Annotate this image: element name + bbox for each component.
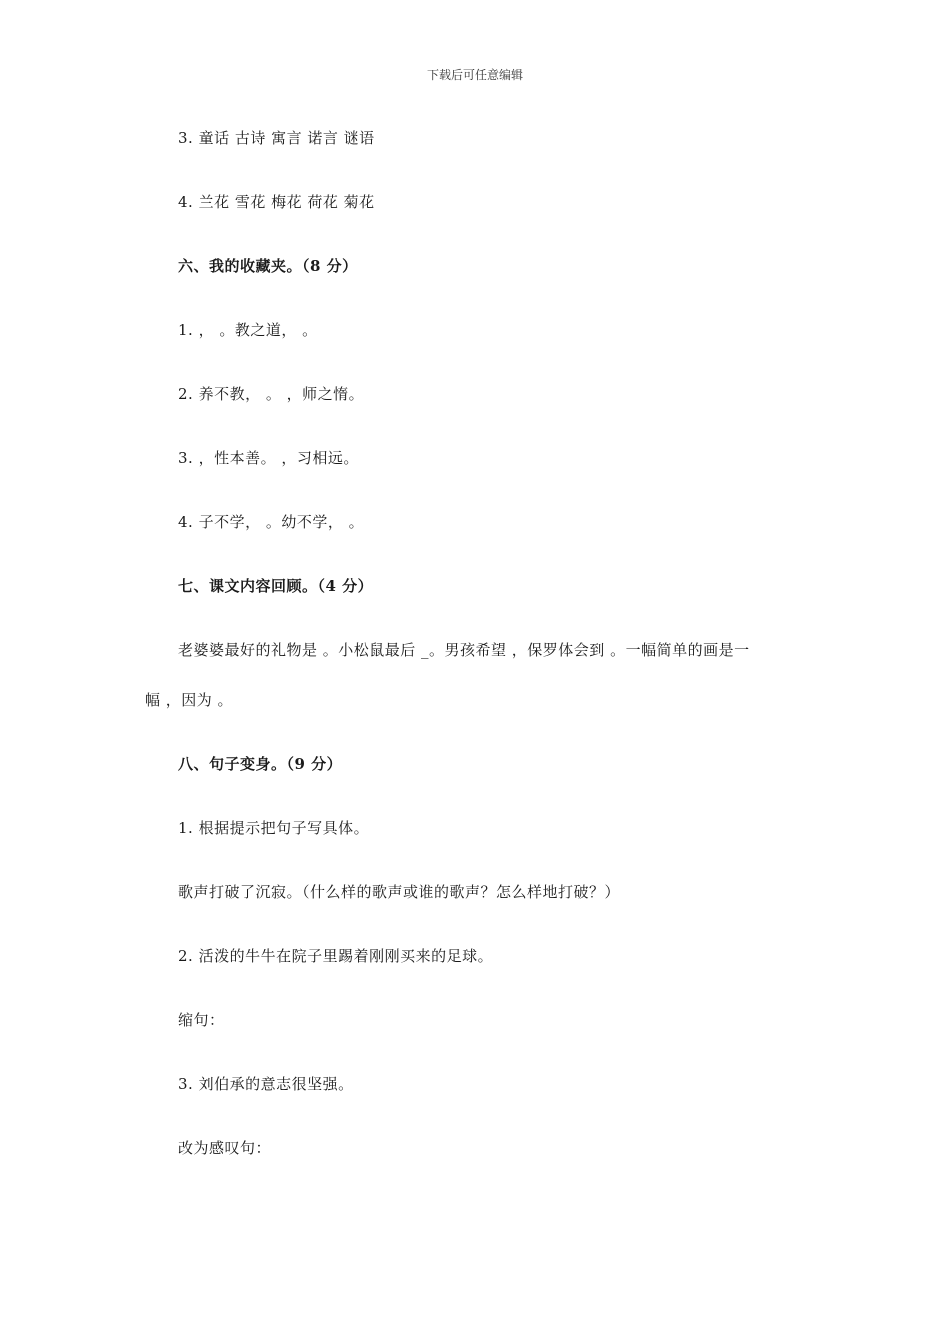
list-item: 2. 养不教， 。 ，师之惰。 (178, 385, 365, 403)
page-header: 下载后可任意编辑 (426, 68, 523, 82)
section-heading-6: 六、我的收藏夹。（8 分） (178, 257, 358, 275)
section-heading-7: 七、课文内容回顾。（4 分） (178, 577, 374, 595)
list-item: 3. 刘伯承的意志很坚强。 (178, 1075, 354, 1093)
list-item: 4. 子不学， 。幼不学， 。 (178, 513, 365, 531)
paragraph-line: 老婆婆最好的礼物是 。小松鼠最后 _。男孩希望 ，保罗体会到 。一幅简单的画是一 (178, 641, 750, 659)
list-item: 2. 活泼的牛牛在院子里踢着刚刚买来的足球。 (178, 947, 494, 965)
list-item: 1. ， 。教之道， 。 (178, 321, 318, 339)
list-item: 改为感叹句： (178, 1139, 272, 1157)
paragraph-line: 幅 ，因为 。 (145, 691, 234, 709)
list-item: 4. 兰花 雪花 梅花 荷花 菊花 (178, 193, 375, 211)
list-item: 歌声打破了沉寂。（什么样的歌声或谁的歌声？怎么样地打破？） (178, 883, 621, 901)
list-item: 1. 根据提示把句子写具体。 (178, 819, 370, 837)
list-item: 缩句： (178, 1011, 225, 1029)
section-heading-8: 八、句子变身。（9 分） (178, 755, 343, 773)
list-item: 3. 童话 古诗 寓言 诺言 谜语 (178, 129, 375, 147)
list-item: 3. ，性本善。 ，习相远。 (178, 449, 359, 467)
